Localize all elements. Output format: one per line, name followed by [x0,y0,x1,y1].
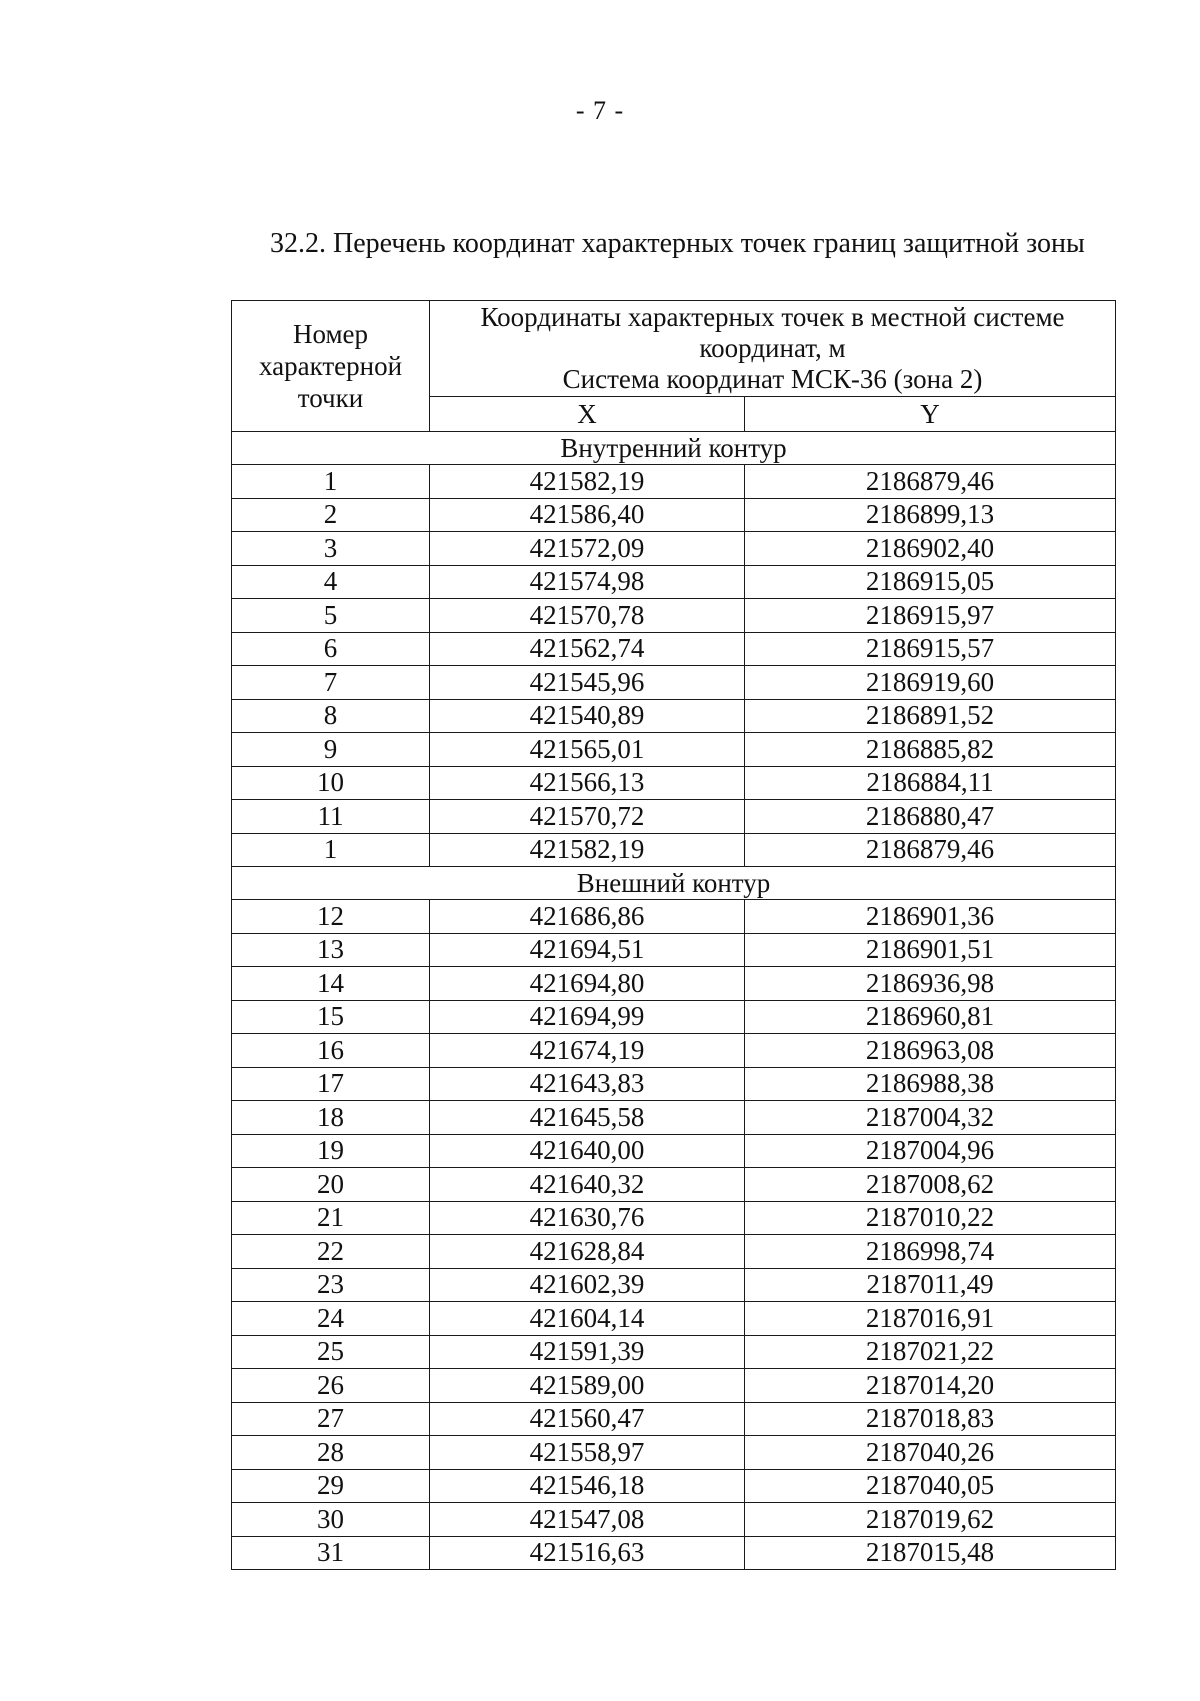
x-coordinate-cell: 421572,09 [430,532,745,566]
x-coordinate-cell: 421604,14 [430,1302,745,1336]
y-coordinate-cell: 2187015,48 [745,1536,1116,1570]
point-number-cell: 3 [232,532,430,566]
x-coordinate-cell: 421589,00 [430,1369,745,1403]
y-coordinate-cell: 2186998,74 [745,1235,1116,1269]
x-coordinate-cell: 421582,19 [430,465,745,499]
point-number-cell: 20 [232,1168,430,1202]
x-coordinate-cell: 421628,84 [430,1235,745,1269]
y-coordinate-cell: 2186960,81 [745,1000,1116,1034]
y-coordinate-cell: 2187016,91 [745,1302,1116,1336]
point-number-cell: 28 [232,1436,430,1470]
y-coordinate-cell: 2186885,82 [745,733,1116,767]
header-coordinates [430,301,1116,397]
table-row [232,498,1116,532]
x-coordinate-cell: 421602,39 [430,1268,745,1302]
point-number-cell: 13 [232,933,430,967]
y-coordinate-cell: 2186891,52 [745,699,1116,733]
header-point-number: Номер характерной точки [232,301,430,432]
point-number-cell: 6 [232,632,430,666]
x-coordinate-cell: 421574,98 [430,565,745,599]
x-coordinate-cell: 421640,32 [430,1168,745,1202]
point-number-cell: 18 [232,1101,430,1135]
point-number-cell: 23 [232,1268,430,1302]
y-coordinate-cell: 2187008,62 [745,1168,1116,1202]
y-coordinate-cell: 2186936,98 [745,967,1116,1001]
table-row [232,632,1116,666]
y-coordinate-cell: 2187019,62 [745,1503,1116,1537]
point-number-cell: 4 [232,565,430,599]
section-title: Внутренний контур [232,432,1116,465]
point-number-cell: 7 [232,666,430,700]
x-coordinate-cell: 421694,51 [430,933,745,967]
table-row [232,1302,1116,1336]
x-coordinate-cell: 421547,08 [430,1503,745,1537]
point-number-cell: 26 [232,1369,430,1403]
table-row [232,699,1116,733]
point-number-cell: 1 [232,465,430,499]
point-number-cell: 15 [232,1000,430,1034]
y-coordinate-cell: 2186915,97 [745,599,1116,633]
table-row [232,1503,1116,1537]
header-x: X [430,397,745,432]
x-coordinate-cell: 421516,63 [430,1536,745,1570]
point-number-cell: 31 [232,1536,430,1570]
y-coordinate-cell: 2187004,96 [745,1134,1116,1168]
point-number-cell: 16 [232,1034,430,1068]
header-coordinate-system: Система координат МСК-36 (зона 2) [562,364,983,394]
y-coordinate-cell: 2186899,13 [745,498,1116,532]
x-coordinate-cell: 421558,97 [430,1436,745,1470]
point-number-cell: 19 [232,1134,430,1168]
point-number-cell: 1 [232,833,430,867]
point-number-cell: 25 [232,1335,430,1369]
table-header [232,301,1116,432]
table-row [232,1000,1116,1034]
y-coordinate-cell: 2187018,83 [745,1402,1116,1436]
point-number-cell: 27 [232,1402,430,1436]
table-row [232,1201,1116,1235]
page-number: - 7 - [575,96,625,125]
table-row [232,800,1116,834]
x-coordinate-cell: 421591,39 [430,1335,745,1369]
x-coordinate-cell: 421694,99 [430,1000,745,1034]
x-coordinate-cell: 421645,58 [430,1101,745,1135]
table-row [232,1134,1116,1168]
y-coordinate-cell: 2187014,20 [745,1369,1116,1403]
point-number-cell: 12 [232,900,430,934]
point-number-cell: 17 [232,1067,430,1101]
point-number-cell: 24 [232,1302,430,1336]
table-row [232,1536,1116,1570]
table-row [232,666,1116,700]
table-row [232,565,1116,599]
x-coordinate-cell: 421582,19 [430,833,745,867]
x-coordinate-cell: 421545,96 [430,666,745,700]
point-number-cell: 5 [232,599,430,633]
table-row [232,465,1116,499]
y-coordinate-cell: 2186880,47 [745,800,1116,834]
table-row [232,1067,1116,1101]
point-number-cell: 10 [232,766,430,800]
point-number-cell: 14 [232,967,430,1001]
table-row [232,1034,1116,1068]
y-coordinate-cell: 2187021,22 [745,1335,1116,1369]
y-coordinate-cell: 2187011,49 [745,1268,1116,1302]
table-body [232,432,1116,1570]
y-coordinate-cell: 2187004,32 [745,1101,1116,1135]
y-coordinate-cell: 2186919,60 [745,666,1116,700]
y-coordinate-cell: 2186901,51 [745,933,1116,967]
table-row [232,900,1116,934]
x-coordinate-cell: 421570,78 [430,599,745,633]
point-number-cell: 2 [232,498,430,532]
point-number-cell: 11 [232,800,430,834]
table-row [232,933,1116,967]
x-coordinate-cell: 421686,86 [430,900,745,934]
section-row [232,867,1116,900]
y-coordinate-cell: 2186884,11 [745,766,1116,800]
point-number-cell: 29 [232,1469,430,1503]
table-row [232,833,1116,867]
table-row [232,599,1116,633]
table-row [232,1369,1116,1403]
x-coordinate-cell: 421643,83 [430,1067,745,1101]
point-number-cell: 8 [232,699,430,733]
section-row [232,432,1116,465]
x-coordinate-cell: 421540,89 [430,699,745,733]
x-coordinate-cell: 421570,72 [430,800,745,834]
point-number-cell: 9 [232,733,430,767]
x-coordinate-cell: 421630,76 [430,1201,745,1235]
point-number-cell: 22 [232,1235,430,1269]
y-coordinate-cell: 2186901,36 [745,900,1116,934]
table-row [232,1168,1116,1202]
table-row [232,1235,1116,1269]
x-coordinate-cell: 421674,19 [430,1034,745,1068]
y-coordinate-cell: 2186963,08 [745,1034,1116,1068]
x-coordinate-cell: 421694,80 [430,967,745,1001]
point-number-cell: 21 [232,1201,430,1235]
y-coordinate-cell: 2186915,57 [745,632,1116,666]
table-row [232,733,1116,767]
y-coordinate-cell: 2187010,22 [745,1201,1116,1235]
x-coordinate-cell: 421562,74 [430,632,745,666]
y-coordinate-cell: 2187040,26 [745,1436,1116,1470]
y-coordinate-cell: 2187040,05 [745,1469,1116,1503]
table-row [232,1101,1116,1135]
coordinates-table [231,300,1116,1570]
x-coordinate-cell: 421586,40 [430,498,745,532]
y-coordinate-cell: 2186879,46 [745,465,1116,499]
y-coordinate-cell: 2186879,46 [745,833,1116,867]
x-coordinate-cell: 421546,18 [430,1469,745,1503]
table-row [232,1268,1116,1302]
x-coordinate-cell: 421566,13 [430,766,745,800]
table-row [232,532,1116,566]
header-coordinates-caption: Координаты характерных точек в местной системе координат, м [480,302,1065,363]
table-row [232,1402,1116,1436]
point-number-cell: 30 [232,1503,430,1537]
y-coordinate-cell: 2186915,05 [745,565,1116,599]
header-y: Y [745,397,1116,432]
table-row [232,1335,1116,1369]
page-title: 32.2. Перечень координат характерных точек границ защитной зоны [270,228,1085,259]
x-coordinate-cell: 421565,01 [430,733,745,767]
section-title: Внешний контур [232,867,1116,900]
table-row [232,1436,1116,1470]
x-coordinate-cell: 421640,00 [430,1134,745,1168]
x-coordinate-cell: 421560,47 [430,1402,745,1436]
table-row [232,967,1116,1001]
y-coordinate-cell: 2186988,38 [745,1067,1116,1101]
y-coordinate-cell: 2186902,40 [745,532,1116,566]
table-row [232,1469,1116,1503]
table-row [232,766,1116,800]
